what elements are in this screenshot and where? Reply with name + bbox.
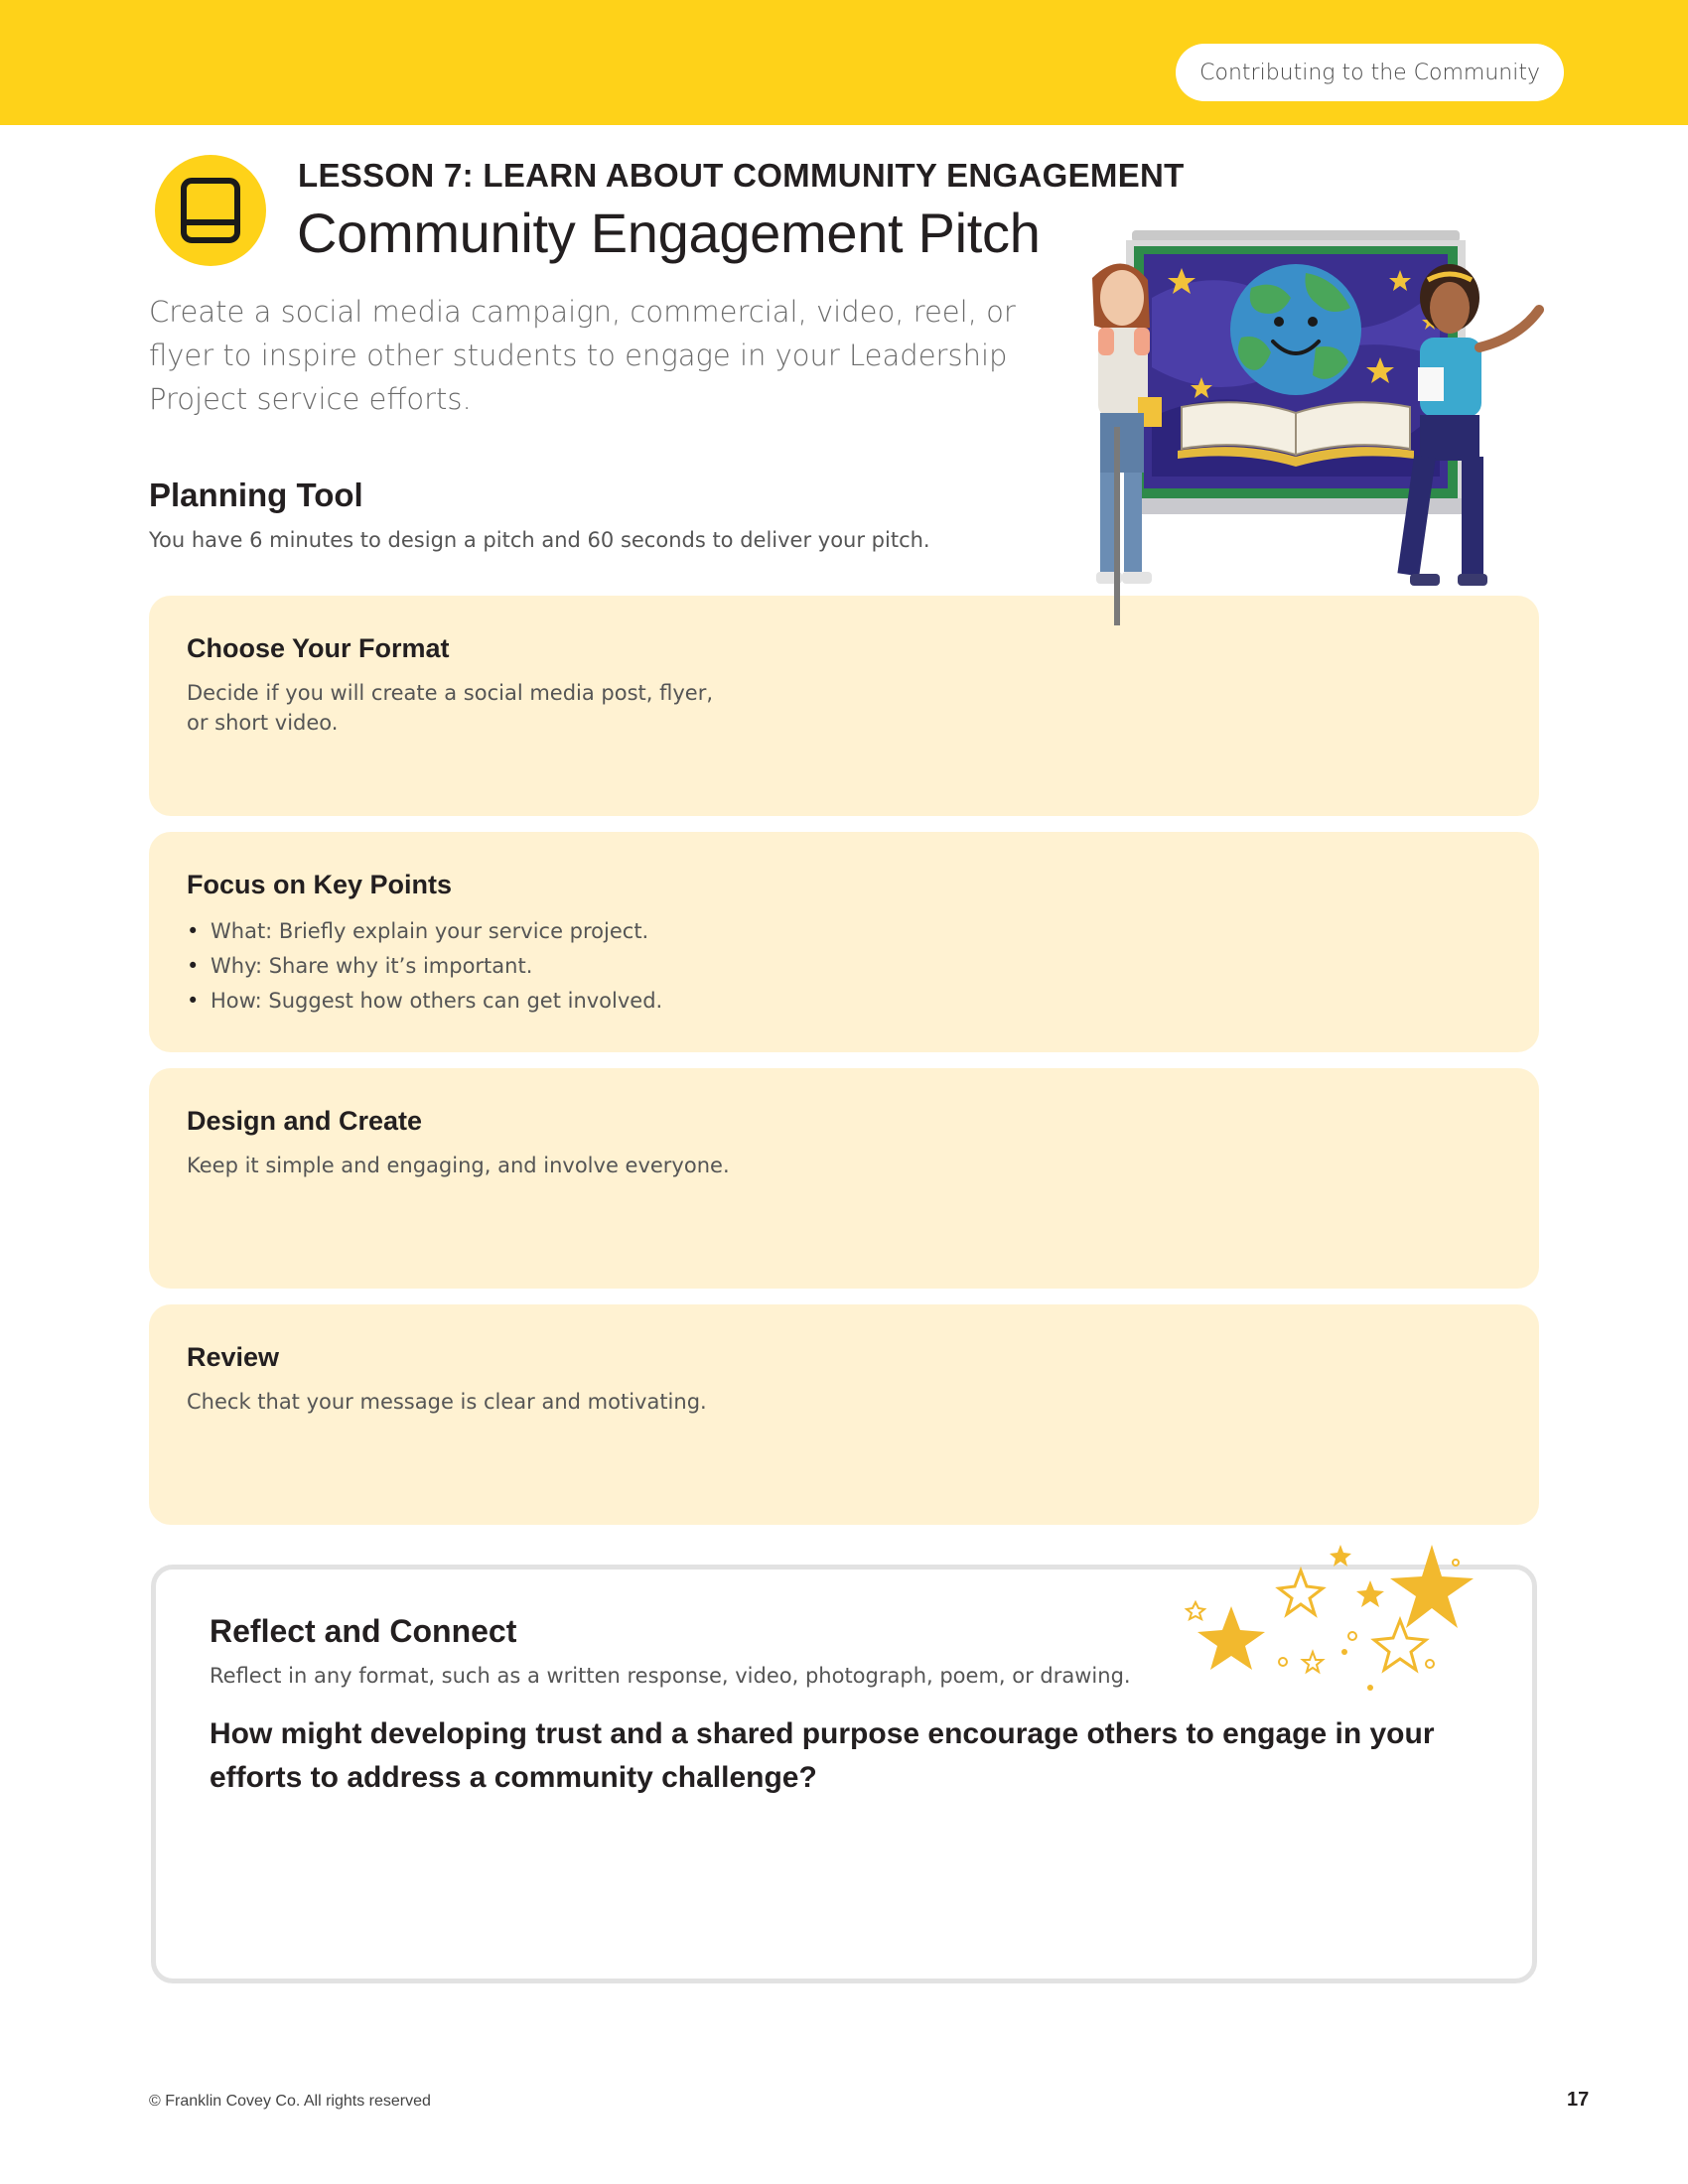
star-icon: [1374, 1620, 1426, 1670]
card-text: [187, 678, 743, 738]
list-item: • What: Briefly explain your service project.: [211, 914, 1501, 949]
section-label: Contributing to the Community: [1176, 44, 1564, 101]
card-text-line: or short video.: [187, 711, 339, 735]
planning-tool-subtitle: You have 6 minutes to design a pitch and 60 seconds to deliver your pitch.: [149, 528, 930, 552]
dot-icon: [1341, 1649, 1347, 1655]
card-review: [149, 1304, 1539, 1525]
star-icon: [1303, 1652, 1323, 1672]
star-icon: [1279, 1570, 1323, 1614]
reflect-question: How might developing trust and a shared purpose encourage others to engage in your efforts to address a community challenge?: [210, 1717, 1435, 1794]
top-banner: [0, 0, 1688, 125]
card-key-points: [149, 832, 1539, 1052]
footer-copyright: © Franklin Covey Co. All rights reserved: [149, 2093, 431, 2110]
dot-icon: [1279, 1658, 1287, 1666]
dot-icon: [1453, 1560, 1459, 1566]
list-item: • How: Suggest how others can get involved.: [211, 984, 1501, 1019]
students-presenting-illustration: [1082, 218, 1559, 645]
book-icon: [179, 177, 242, 244]
card-title: Design and Create: [187, 1106, 423, 1136]
dot-icon: [1348, 1632, 1356, 1640]
key-points-list: [187, 914, 1501, 1019]
page-number: 17: [1567, 2089, 1590, 2111]
stars-decoration: [1182, 1529, 1499, 1707]
page-title: Community Engagement Pitch: [297, 202, 1041, 264]
star-icon: [1356, 1580, 1384, 1607]
star-icon: [1187, 1602, 1204, 1619]
earth-icon: [1230, 264, 1361, 395]
lesson-icon-badge: [155, 155, 266, 266]
card-text: Check that your message is clear and motivating.: [187, 1390, 707, 1414]
card-title: Choose Your Format: [187, 633, 450, 663]
reflect-subtitle: Reflect in any format, such as a written response, video, photograph, poem, or drawing.: [210, 1664, 1131, 1688]
card-text-line: Decide if you will create a social media post, flyer,: [187, 681, 714, 705]
list-item: • Why: Share why it’s important.: [211, 949, 1501, 984]
star-icon: [1197, 1606, 1265, 1670]
planning-tool-heading: Planning Tool: [149, 477, 363, 513]
star-icon: [1390, 1545, 1474, 1628]
reflect-title: Reflect and Connect: [210, 1613, 517, 1649]
lesson-kicker: LESSON 7: LEARN ABOUT COMMUNITY ENGAGEMENT: [298, 157, 1185, 194]
card-text: Keep it simple and engaging, and involve everyone.: [187, 1154, 730, 1177]
card-design-create: [149, 1068, 1539, 1289]
star-icon: [1330, 1545, 1351, 1567]
lesson-intro: Create a social media campaign, commercial, video, reel, or flyer to inspire other students to engage in your Leadership Project service efforts.: [149, 295, 1016, 416]
dot-icon: [1367, 1685, 1373, 1691]
dot-icon: [1426, 1660, 1434, 1668]
card-title: Focus on Key Points: [187, 870, 453, 899]
card-title: Review: [187, 1342, 280, 1372]
